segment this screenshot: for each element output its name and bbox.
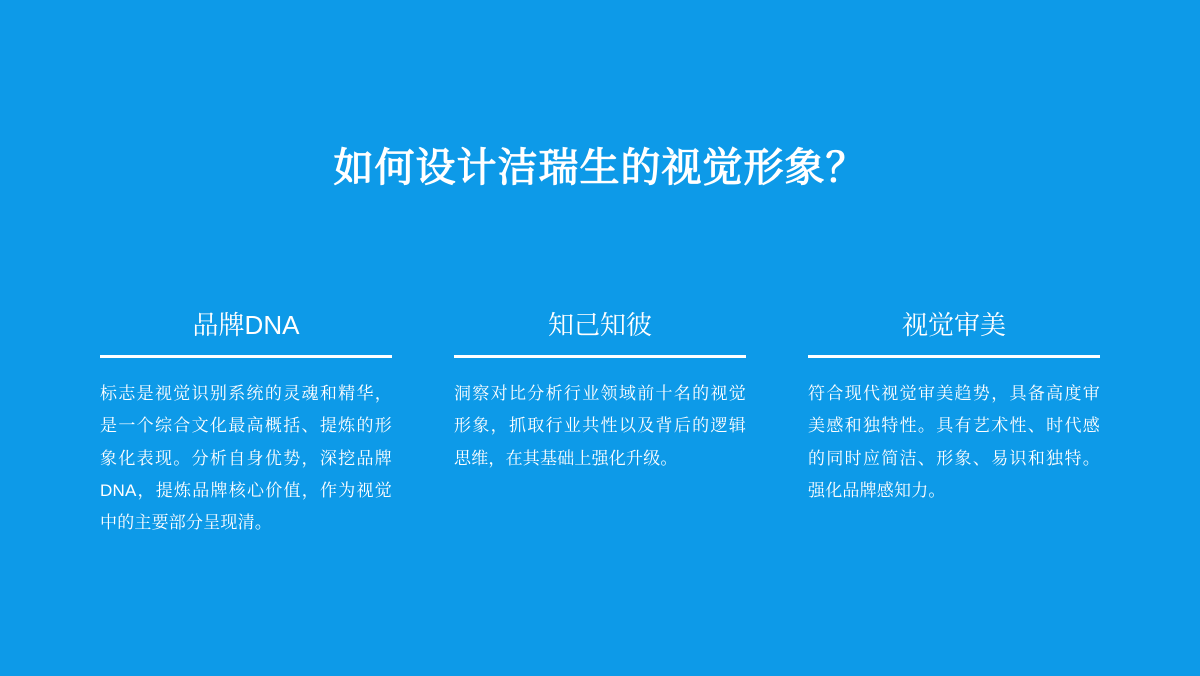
column-title: 品牌DNA — [192, 310, 300, 340]
column-title: 知己知彼 — [547, 310, 652, 340]
column-visual-aesthetics — [808, 310, 1100, 540]
column-divider — [808, 355, 1100, 358]
column-body-text: 标志是视觉识别系统的灵魂和精华，是一个综合文化最高概括、提炼的形象化表现。分析自身优势，深挖品牌DNA，提炼品牌核心价值，作为视觉中的主要部分呈现清。 — [100, 384, 392, 533]
column-brand-dna — [100, 310, 392, 540]
column-body-text: 洞察对比分析行业领域前十名的视觉形象，抓取行业共性以及背后的逻辑思维，在其基础上强化升级。 — [454, 384, 746, 468]
column-know-yourself-and-others — [454, 310, 746, 540]
column-title: 视觉审美 — [901, 310, 1006, 340]
column-divider — [100, 355, 392, 358]
page-title: 如何设计洁瑞生的视觉形象？ — [333, 146, 867, 190]
column-divider — [454, 355, 746, 358]
columns-container — [100, 310, 1100, 540]
column-body-text: 符合现代视觉审美趋势，具备高度审美感和独特性。具有艺术性、时代感的同时应简洁、形象、易识和独特。强化品牌感知力。 — [808, 384, 1100, 501]
